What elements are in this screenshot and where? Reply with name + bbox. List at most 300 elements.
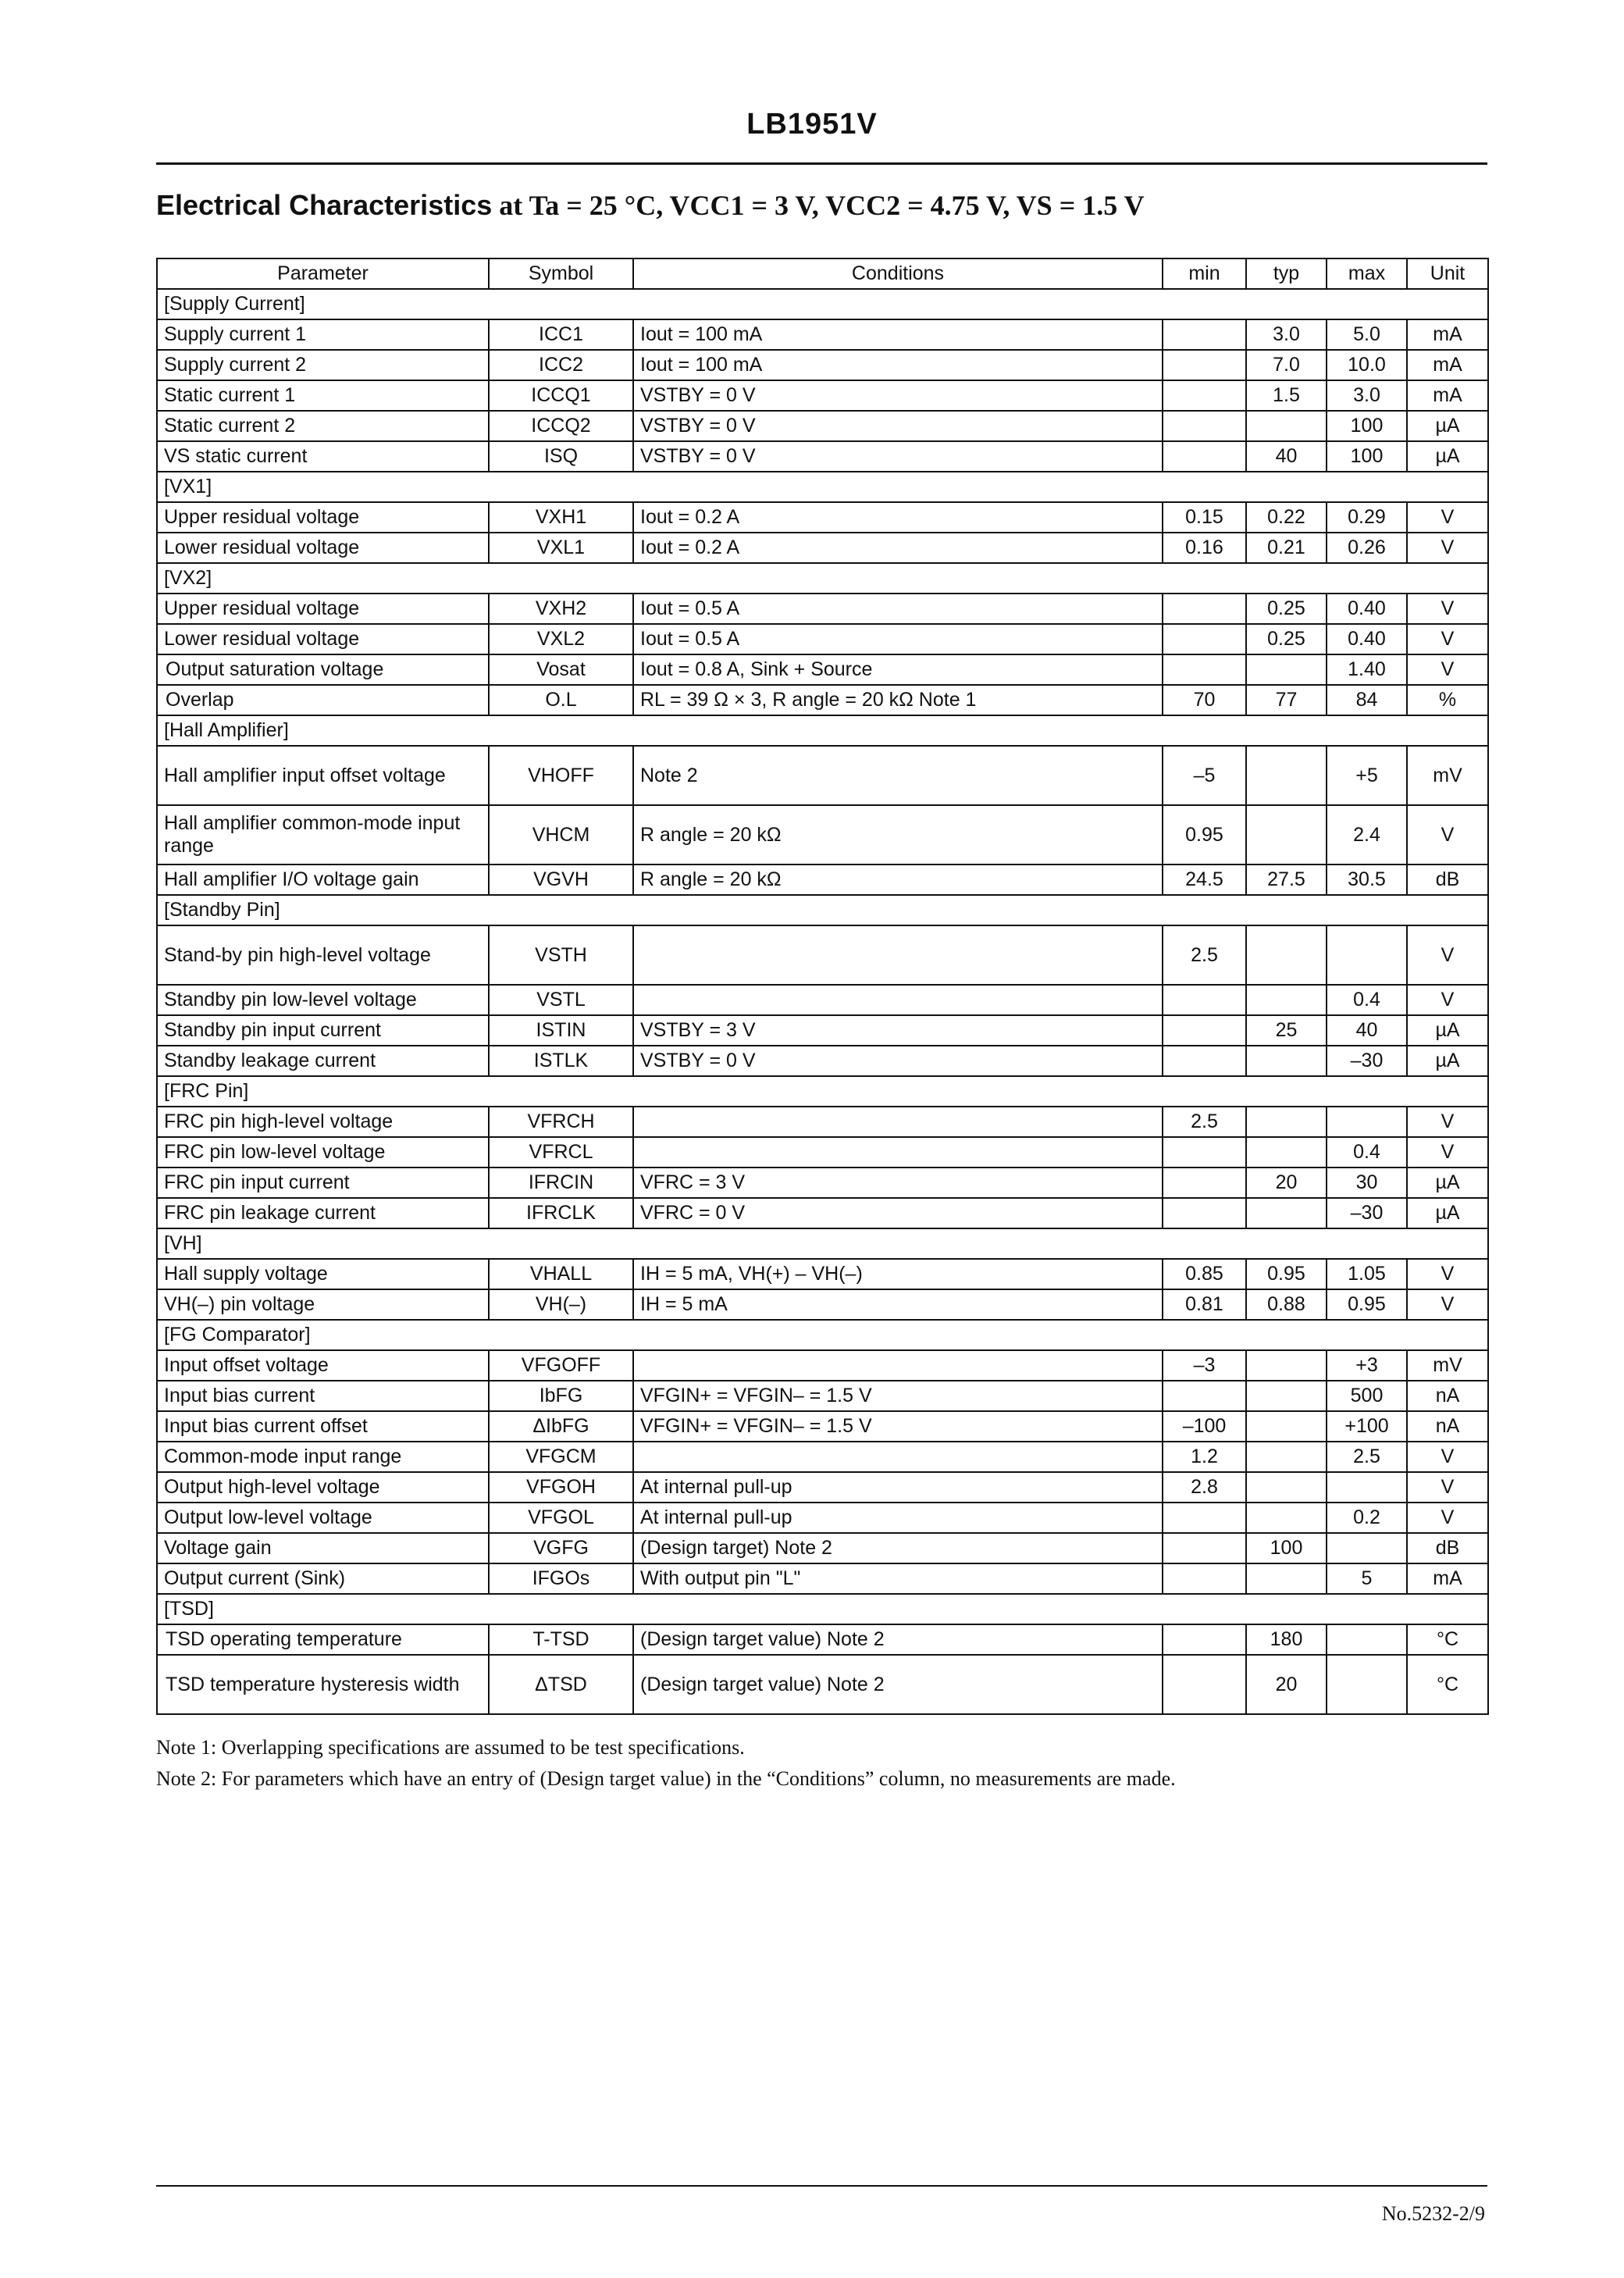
conditions-cell: Iout = 0.5 A [633,624,1163,654]
unit-cell: V [1407,1472,1488,1503]
parameter-cell: Output current (Sink) [157,1563,489,1594]
max-cell: 2.4 [1327,805,1407,864]
typ-cell: 1.5 [1246,380,1327,411]
min-cell [1163,1015,1246,1046]
conditions-cell: VSTBY = 0 V [633,441,1163,472]
max-cell: 500 [1327,1381,1407,1411]
typ-cell: 27.5 [1246,864,1327,895]
section-row [157,289,1488,319]
symbol-cell: VXL1 [489,533,633,563]
typ-cell: 180 [1246,1624,1327,1655]
max-cell: 0.40 [1327,624,1407,654]
parameter-cell: Hall amplifier I/O voltage gain [157,864,489,895]
typ-cell [1246,1472,1327,1503]
max-cell: 84 [1327,685,1407,715]
typ-cell: 0.25 [1246,624,1327,654]
section-heading [156,189,1145,222]
unit-cell: µA [1407,1198,1488,1228]
typ-cell [1246,1563,1327,1594]
typ-cell: 0.21 [1246,533,1327,563]
document-title: LB1951V [746,108,878,141]
parameter-cell: Output low-level voltage [157,1503,489,1533]
conditions-cell: IH = 5 mA, VH(+) – VH(–) [633,1259,1163,1289]
unit-cell: dB [1407,864,1488,895]
note-1: Note 1: Overlapping specifications are assumed to be test specifications. [156,1736,745,1759]
min-cell [1163,1046,1246,1076]
symbol-cell: VFRCL [489,1137,633,1168]
heading-conditions: at Ta = 25 °C, VCC1 = 3 V, VCC2 = 4.75 V, VS = 1.5 V [492,190,1145,221]
parameter-cell: VS static current [157,441,489,472]
max-cell: 1.40 [1327,654,1407,685]
typ-cell: 40 [1246,441,1327,472]
typ-cell [1246,1350,1327,1381]
min-cell: 0.85 [1163,1259,1246,1289]
unit-cell: mA [1407,350,1488,380]
electrical-characteristics-table [156,258,1489,1715]
typ-cell [1246,925,1327,985]
conditions-cell: VFGIN+ = VFGIN– = 1.5 V [633,1411,1163,1442]
parameter-cell: Input offset voltage [157,1350,489,1381]
conditions-cell [633,1107,1163,1137]
conditions-cell [633,925,1163,985]
parameter-cell: Standby leakage current [157,1046,489,1076]
max-cell [1327,1533,1407,1563]
parameter-cell: Upper residual voltage [157,502,489,533]
table-row [157,864,1488,895]
max-cell: 30 [1327,1168,1407,1198]
symbol-cell: VGVH [489,864,633,895]
note-2: Note 2: For parameters which have an entry of (Design target value) in the “Conditions” column, no measurements are made. [156,1767,1176,1790]
section-row [157,1594,1488,1624]
table-row [157,1563,1488,1594]
section-label: [Standby Pin] [157,895,1488,925]
unit-cell: % [1407,685,1488,715]
parameter-cell: Supply current 2 [157,350,489,380]
header-min: min [1163,258,1246,289]
min-cell: 24.5 [1163,864,1246,895]
section-label: [FG Comparator] [157,1320,1488,1350]
unit-cell: V [1407,925,1488,985]
conditions-cell: With output pin "L" [633,1563,1163,1594]
unit-cell: mA [1407,319,1488,350]
min-cell [1163,411,1246,441]
conditions-cell: VSTBY = 3 V [633,1015,1163,1046]
typ-cell [1246,1046,1327,1076]
min-cell [1163,654,1246,685]
symbol-cell: VFGOL [489,1503,633,1533]
table-header-row [157,258,1488,289]
header-parameter: Parameter [157,258,489,289]
symbol-cell: VXL2 [489,624,633,654]
parameter-cell: Hall amplifier input offset voltage [157,746,489,805]
max-cell: 5 [1327,1563,1407,1594]
unit-cell: µA [1407,1046,1488,1076]
unit-cell: °C [1407,1655,1488,1714]
conditions-cell: Iout = 0.5 A [633,594,1163,624]
parameter-cell: Input bias current offset [157,1411,489,1442]
parameter-cell: Static current 2 [157,411,489,441]
section-row [157,715,1488,746]
table-row [157,350,1488,380]
table-row [157,1198,1488,1228]
typ-cell: 20 [1246,1168,1327,1198]
section-label: [Supply Current] [157,289,1488,319]
typ-cell: 0.95 [1246,1259,1327,1289]
typ-cell [1246,1381,1327,1411]
typ-cell: 0.25 [1246,594,1327,624]
parameter-cell: TSD operating temperature [157,1624,489,1655]
typ-cell [1246,1137,1327,1168]
max-cell: 0.4 [1327,985,1407,1015]
conditions-cell: (Design target value) Note 2 [633,1624,1163,1655]
table-row [157,1381,1488,1411]
parameter-cell: Standby pin input current [157,1015,489,1046]
max-cell: 1.05 [1327,1259,1407,1289]
min-cell: 0.16 [1163,533,1246,563]
parameter-cell: Static current 1 [157,380,489,411]
table-row [157,1259,1488,1289]
conditions-cell: VSTBY = 0 V [633,380,1163,411]
parameter-cell: Lower residual voltage [157,533,489,563]
table-row [157,1411,1488,1442]
typ-cell: 77 [1246,685,1327,715]
typ-cell [1246,1198,1327,1228]
conditions-cell: Iout = 0.2 A [633,502,1163,533]
symbol-cell: VXH2 [489,594,633,624]
unit-cell: V [1407,1107,1488,1137]
max-cell [1327,1472,1407,1503]
unit-cell: V [1407,1137,1488,1168]
unit-cell: °C [1407,1624,1488,1655]
table-row [157,985,1488,1015]
min-cell: –3 [1163,1350,1246,1381]
min-cell [1163,594,1246,624]
max-cell: 10.0 [1327,350,1407,380]
conditions-cell: At internal pull-up [633,1503,1163,1533]
table-row [157,533,1488,563]
table-row [157,1442,1488,1472]
parameter-cell: Supply current 1 [157,319,489,350]
table-row [157,380,1488,411]
max-cell: 0.4 [1327,1137,1407,1168]
table-row [157,1289,1488,1320]
symbol-cell: ICC2 [489,350,633,380]
symbol-cell: VFGOFF [489,1350,633,1381]
max-cell: –30 [1327,1046,1407,1076]
typ-cell [1246,805,1327,864]
min-cell [1163,1381,1246,1411]
table-row [157,624,1488,654]
page-number: No.5232-2/9 [1381,2202,1485,2225]
unit-cell: V [1407,624,1488,654]
parameter-cell: Standby pin low-level voltage [157,985,489,1015]
symbol-cell: T-TSD [489,1624,633,1655]
min-cell [1163,350,1246,380]
header-conditions: Conditions [633,258,1163,289]
conditions-cell [633,1137,1163,1168]
header-unit: Unit [1407,258,1488,289]
symbol-cell: VHOFF [489,746,633,805]
conditions-cell: VFRC = 0 V [633,1198,1163,1228]
section-row [157,563,1488,594]
table-row [157,1472,1488,1503]
conditions-cell: IH = 5 mA [633,1289,1163,1320]
section-row [157,895,1488,925]
parameter-cell: Output saturation voltage [157,654,489,685]
symbol-cell: ISTLK [489,1046,633,1076]
symbol-cell: ISQ [489,441,633,472]
typ-cell [1246,1442,1327,1472]
parameter-cell: Stand-by pin high-level voltage [157,925,489,985]
max-cell: 100 [1327,411,1407,441]
conditions-cell: VFGIN+ = VFGIN– = 1.5 V [633,1381,1163,1411]
parameter-cell: FRC pin input current [157,1168,489,1198]
symbol-cell: VFRCH [489,1107,633,1137]
min-cell: 1.2 [1163,1442,1246,1472]
unit-cell: V [1407,1289,1488,1320]
typ-cell [1246,1411,1327,1442]
symbol-cell: VSTL [489,985,633,1015]
table-row [157,1168,1488,1198]
parameter-cell: Overlap [157,685,489,715]
parameter-cell: Hall amplifier common-mode input range [157,805,489,864]
unit-cell: mA [1407,1563,1488,1594]
symbol-cell: VXH1 [489,502,633,533]
typ-cell [1246,411,1327,441]
typ-cell [1246,746,1327,805]
min-cell [1163,1137,1246,1168]
parameter-cell: VH(–) pin voltage [157,1289,489,1320]
table-row [157,441,1488,472]
parameter-cell: FRC pin low-level voltage [157,1137,489,1168]
symbol-cell: O.L [489,685,633,715]
symbol-cell: VGFG [489,1533,633,1563]
table-row [157,1107,1488,1137]
typ-cell: 20 [1246,1655,1327,1714]
typ-cell [1246,1503,1327,1533]
section-row [157,1320,1488,1350]
min-cell [1163,319,1246,350]
max-cell: 0.40 [1327,594,1407,624]
max-cell [1327,1107,1407,1137]
symbol-cell: VSTH [489,925,633,985]
max-cell: 2.5 [1327,1442,1407,1472]
unit-cell: V [1407,533,1488,563]
section-label: [TSD] [157,1594,1488,1624]
table-row [157,411,1488,441]
heading-main: Electrical Characteristics [156,189,493,221]
symbol-cell: VHALL [489,1259,633,1289]
max-cell [1327,1624,1407,1655]
symbol-cell: IbFG [489,1381,633,1411]
parameter-cell: Input bias current [157,1381,489,1411]
max-cell [1327,925,1407,985]
max-cell: 0.26 [1327,533,1407,563]
parameter-cell: Voltage gain [157,1533,489,1563]
table-body [157,289,1488,1714]
top-rule [156,162,1487,165]
max-cell: 5.0 [1327,319,1407,350]
section-label: [Hall Amplifier] [157,715,1488,746]
max-cell: 3.0 [1327,380,1407,411]
min-cell: 2.8 [1163,1472,1246,1503]
unit-cell: mV [1407,746,1488,805]
conditions-cell: VFRC = 3 V [633,1168,1163,1198]
min-cell: 0.95 [1163,805,1246,864]
parameter-cell: Output high-level voltage [157,1472,489,1503]
section-label: [VX1] [157,472,1488,502]
max-cell: 100 [1327,441,1407,472]
conditions-cell: Iout = 0.2 A [633,533,1163,563]
conditions-cell [633,1442,1163,1472]
header-symbol: Symbol [489,258,633,289]
parameter-cell: FRC pin leakage current [157,1198,489,1228]
table-row [157,1533,1488,1563]
section-row [157,472,1488,502]
parameter-cell: Common-mode input range [157,1442,489,1472]
max-cell: –30 [1327,1198,1407,1228]
min-cell: 0.81 [1163,1289,1246,1320]
max-cell [1327,1655,1407,1714]
max-cell: +5 [1327,746,1407,805]
table-row [157,925,1488,985]
unit-cell: V [1407,654,1488,685]
table-row [157,502,1488,533]
max-cell: 0.2 [1327,1503,1407,1533]
table-row [157,1015,1488,1046]
table-row [157,1655,1488,1714]
table-row [157,594,1488,624]
min-cell [1163,1624,1246,1655]
parameter-cell: FRC pin high-level voltage [157,1107,489,1137]
conditions-cell: RL = 39 Ω × 3, R angle = 20 kΩ Note 1 [633,685,1163,715]
table-row [157,1350,1488,1381]
unit-cell: V [1407,502,1488,533]
table-row [157,1624,1488,1655]
bottom-rule [156,2185,1487,2187]
conditions-cell: Iout = 100 mA [633,350,1163,380]
conditions-cell: VSTBY = 0 V [633,411,1163,441]
table-row [157,685,1488,715]
typ-cell [1246,985,1327,1015]
unit-cell: dB [1407,1533,1488,1563]
conditions-cell: R angle = 20 kΩ [633,864,1163,895]
unit-cell: nA [1407,1411,1488,1442]
min-cell [1163,1198,1246,1228]
symbol-cell: VHCM [489,805,633,864]
min-cell [1163,1563,1246,1594]
unit-cell: V [1407,1442,1488,1472]
conditions-cell: (Design target value) Note 2 [633,1655,1163,1714]
symbol-cell: IFRCLK [489,1198,633,1228]
section-row [157,1076,1488,1107]
section-row [157,1228,1488,1259]
symbol-cell: ΔTSD [489,1655,633,1714]
conditions-cell [633,1350,1163,1381]
symbol-cell: ICC1 [489,319,633,350]
section-label: [FRC Pin] [157,1076,1488,1107]
max-cell: +3 [1327,1350,1407,1381]
header-max: max [1327,258,1407,289]
symbol-cell: VFGOH [489,1472,633,1503]
table-row [157,805,1488,864]
table-row [157,1046,1488,1076]
unit-cell: V [1407,1503,1488,1533]
typ-cell: 3.0 [1246,319,1327,350]
max-cell: 0.29 [1327,502,1407,533]
table-row [157,1137,1488,1168]
max-cell: +100 [1327,1411,1407,1442]
parameter-cell: Upper residual voltage [157,594,489,624]
max-cell: 30.5 [1327,864,1407,895]
unit-cell: mA [1407,380,1488,411]
min-cell [1163,380,1246,411]
min-cell: –5 [1163,746,1246,805]
typ-cell [1246,654,1327,685]
min-cell: 2.5 [1163,1107,1246,1137]
min-cell: 0.15 [1163,502,1246,533]
min-cell: 2.5 [1163,925,1246,985]
header-typ: typ [1246,258,1327,289]
min-cell [1163,1168,1246,1198]
unit-cell: µA [1407,1168,1488,1198]
unit-cell: nA [1407,1381,1488,1411]
table-row [157,1503,1488,1533]
typ-cell: 0.88 [1246,1289,1327,1320]
conditions-cell: Iout = 100 mA [633,319,1163,350]
conditions-cell: VSTBY = 0 V [633,1046,1163,1076]
conditions-cell: R angle = 20 kΩ [633,805,1163,864]
unit-cell: mV [1407,1350,1488,1381]
min-cell: –100 [1163,1411,1246,1442]
conditions-cell [633,985,1163,1015]
table-row [157,319,1488,350]
symbol-cell: IFGOs [489,1563,633,1594]
typ-cell: 0.22 [1246,502,1327,533]
symbol-cell: Vosat [489,654,633,685]
conditions-cell: Note 2 [633,746,1163,805]
min-cell [1163,624,1246,654]
unit-cell: V [1407,985,1488,1015]
min-cell [1163,985,1246,1015]
table-row [157,654,1488,685]
typ-cell: 100 [1246,1533,1327,1563]
symbol-cell: VH(–) [489,1289,633,1320]
symbol-cell: VFGCM [489,1442,633,1472]
unit-cell: µA [1407,441,1488,472]
symbol-cell: ΔIbFG [489,1411,633,1442]
max-cell: 0.95 [1327,1289,1407,1320]
typ-cell: 25 [1246,1015,1327,1046]
section-label: [VH] [157,1228,1488,1259]
max-cell: 40 [1327,1015,1407,1046]
symbol-cell: ICCQ2 [489,411,633,441]
min-cell: 70 [1163,685,1246,715]
parameter-cell: Lower residual voltage [157,624,489,654]
parameter-cell: Hall supply voltage [157,1259,489,1289]
unit-cell: µA [1407,411,1488,441]
typ-cell: 7.0 [1246,350,1327,380]
section-label: [VX2] [157,563,1488,594]
unit-cell: V [1407,805,1488,864]
conditions-cell: (Design target) Note 2 [633,1533,1163,1563]
symbol-cell: ICCQ1 [489,380,633,411]
parameter-cell: TSD temperature hysteresis width [157,1655,489,1714]
min-cell [1163,441,1246,472]
unit-cell: V [1407,1259,1488,1289]
symbol-cell: IFRCIN [489,1168,633,1198]
notes [156,1732,1176,1795]
